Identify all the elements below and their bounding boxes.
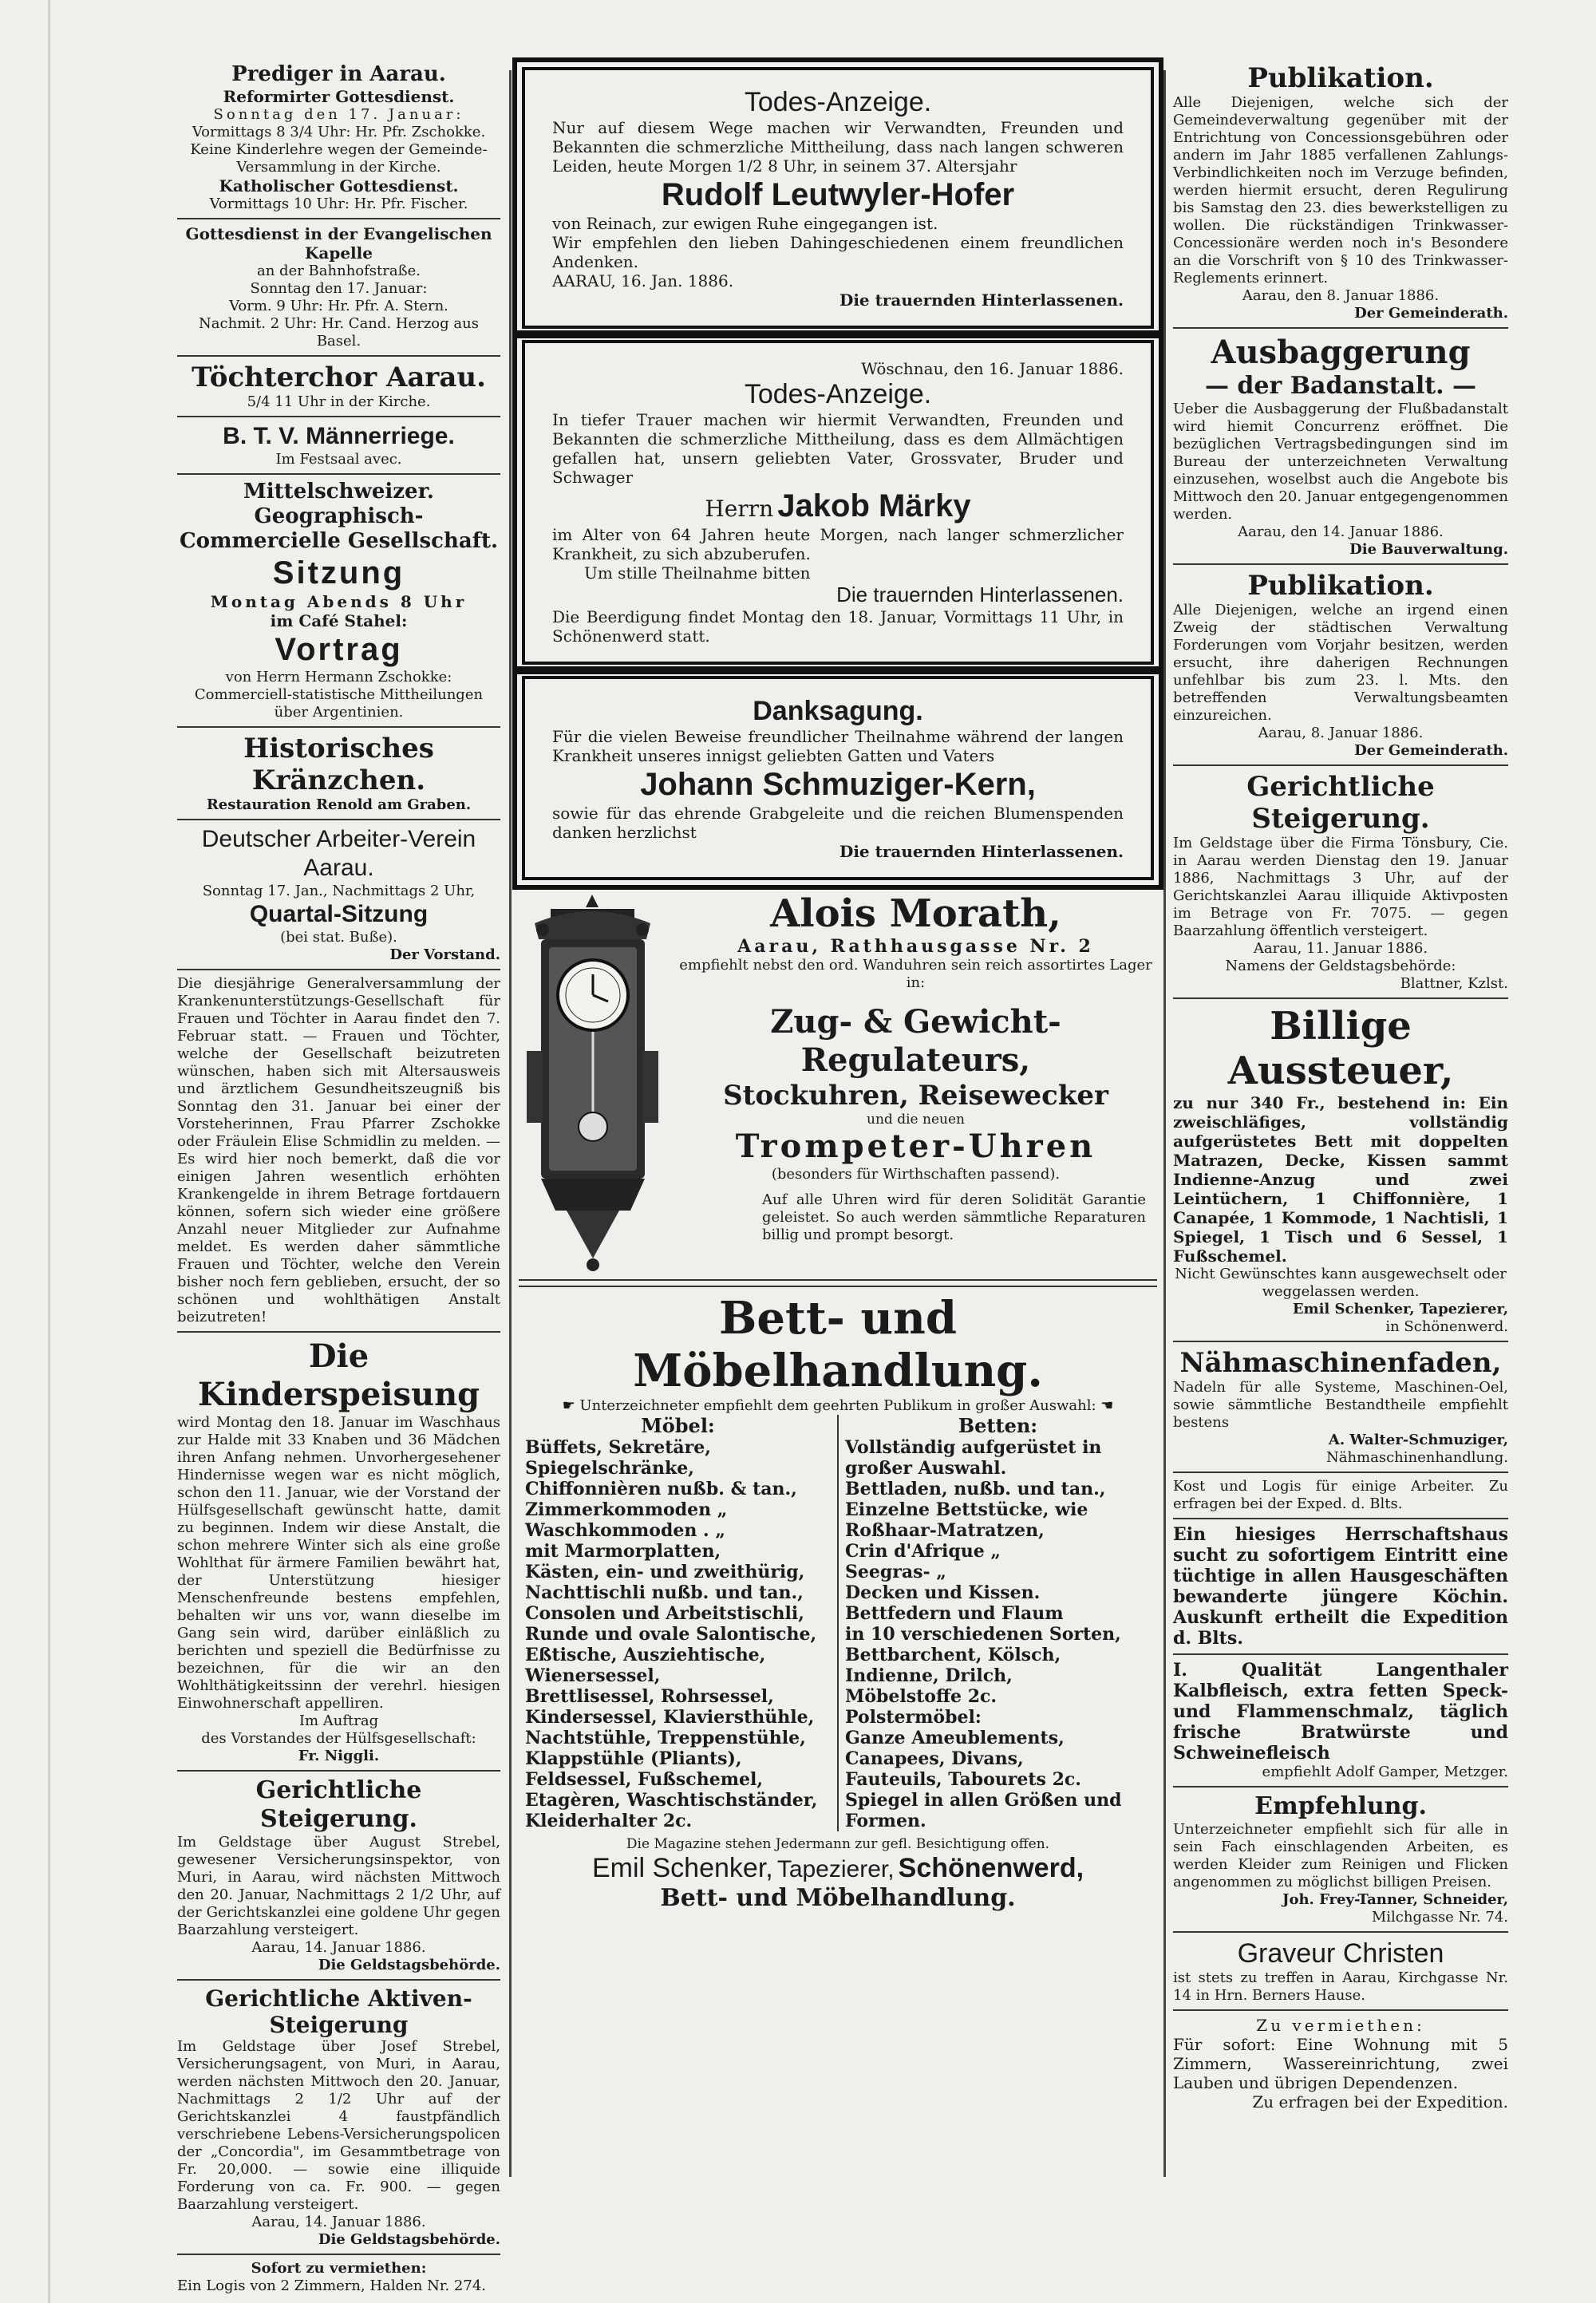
danksagung-schmuziger: [522, 676, 1154, 880]
prediger-catholic: Katholischer Gottesdienst.: [219, 176, 459, 196]
dank-text2: sowie für das ehrende Grabgeleite und die reichen Blumenspenden danken herzlichst: [552, 804, 1124, 842]
verm-text: Für sofort: Eine Wohnung mit 5 Zimmern, Wassereinrichtung, zwei Lauben und übrigen Dependenzen.: [1173, 2035, 1508, 2092]
ad-geographisch: [177, 480, 500, 728]
toechter-line: 5/4 11 Uhr in der Kirche.: [247, 393, 431, 410]
ad-ausbaggerung: [1173, 334, 1508, 565]
betten-list: [839, 1415, 1157, 1831]
tod1-text2: Wir empfehlen den lieben Dahingeschiedenen einem freundlichen Andenken.: [552, 233, 1124, 271]
prediger-line: Vormittags 10 Uhr: Hr. Pfr. Fischer.: [209, 196, 468, 212]
wall-clock-illustration: [519, 891, 666, 1274]
dank-text: Für die vielen Beweise freundlicher Theilnahme während der langen Krankheit unseres innigst geliebten Gatten und Vaters: [552, 727, 1124, 765]
ausb-sub: — der Badanstalt. —: [1204, 372, 1477, 400]
ad-evangelisch: [177, 224, 500, 357]
aus-signature: in Schönenwerd.: [1385, 1318, 1508, 1335]
pub1-date: Aarau, den 8. Januar 1886.: [1242, 287, 1440, 304]
logis-title: Sofort zu vermiethen:: [251, 2260, 427, 2277]
ad-logis: [177, 2260, 500, 2300]
list-item: Ganze Ameublements,: [845, 1728, 1065, 1748]
grav-title: Graveur Christen: [1237, 1938, 1444, 1969]
empf-signature: Milchgasse Nr. 74.: [1371, 1909, 1508, 1926]
list-item: Canapees, Divans,: [845, 1748, 1024, 1769]
pub2-signature: Der Gemeinderath.: [1354, 742, 1508, 759]
morath-trompeter: Trompeter-Uhren: [735, 1128, 1096, 1165]
bett-title: Bett- und Möbelhandlung.: [633, 1292, 1043, 1397]
btv-line: Im Festsaal avec.: [275, 451, 402, 468]
pub2-text: Alle Diejenigen, welche an irgend einen Zweig der städtischen Verwaltung Forderungen vom Vorjahr besitzen, werden ersucht, ihre daherigen Rechnungen unfehlbar bis zum 23. l. Mts. den betreffenden Verwaltungsbeamten einzureichen.: [1173, 602, 1508, 724]
tod2-bitte: Um stille Theilnahme bitten: [584, 563, 811, 583]
ad-kost-logis: [1173, 1478, 1508, 1519]
betten-items: [845, 1437, 1151, 1831]
geo-line: Commerciell-statistische Mittheilungen über Argentinien.: [194, 686, 484, 721]
dav-signature: Der Vorstand.: [389, 946, 500, 963]
page-fold-shadow: [48, 0, 50, 2303]
hist-line: Restauration Renold am Graben.: [206, 796, 472, 813]
kalb-signature: empfiehlt Adolf Gamper, Metzger.: [1262, 1764, 1508, 1780]
akt-date: Aarau, 14. Januar 1886.: [251, 2214, 426, 2230]
ad-empfehlung: [1173, 1792, 1508, 1933]
tod2-text: In tiefer Trauer machen wir hiermit Verwandten, Freunden und Bekannten die schmerzliche Mittheilung, dass es dem Allmächtigen gefallen hat, unsern geliebten Vater, Grossvater, Bruder und Schwager: [552, 410, 1124, 487]
prediger-line: Vormittags 8 3/4 Uhr: Hr. Pfr. Zschokke.: [192, 124, 486, 140]
empf-text: Unterzeichneter empfiehlt sich für alle in sein Fach einschlagenden Arbeiten, es werden Kleider zum Reinigen und Flicken angenommen zu möglichst billigen Preisen.: [1173, 1821, 1508, 1890]
ad-herrschaftshaus: [1173, 1524, 1508, 1655]
pub1-signature: Der Gemeinderath.: [1354, 305, 1508, 322]
list-item: Spiegelschränke,: [525, 1458, 694, 1479]
naeh-text: Nadeln für alle Systeme, Maschinen-Oel, sowie sämmtliche Bestandtheile empfiehlt bestens: [1173, 1379, 1508, 1431]
left-column: [177, 62, 500, 2294]
empf-title: Empfehlung.: [1254, 1792, 1427, 1820]
list-item: Wienersessel,: [525, 1665, 661, 1686]
list-item: Brettlisessel, Rohrsessel,: [525, 1686, 774, 1707]
morath-name: Alois Morath,: [770, 891, 1061, 936]
aus-signature: Emil Schenker, Tapezierer,: [1292, 1301, 1508, 1317]
prediger-line: Sonntag den 17. Januar:: [213, 106, 464, 123]
evang-title: Gottesdienst in der Evangelischen Kapelle: [185, 224, 492, 263]
tod2-name: Jakob Märky: [777, 488, 971, 523]
column-rule-right: [1163, 70, 1166, 2177]
list-item: Indienne, Drilch,: [845, 1665, 1013, 1686]
bett-intro: ☛ Unterzeichneter empfiehlt dem geehrten Publikum in großer Auswahl: ☚: [562, 1397, 1114, 1414]
ger-signature: Namens der Geldstagsbehörde:: [1225, 958, 1456, 974]
ad-historisch: [177, 733, 500, 820]
ausb-signature: Die Bauverwaltung.: [1349, 541, 1508, 558]
ad-naehmaschinen: [1173, 1347, 1508, 1473]
dank-signature: Die trauernden Hinterlassenen.: [839, 842, 1124, 861]
morath-regulateurs: Zug- & Gewicht-Regulateurs,: [770, 1003, 1061, 1079]
kinder-signature: Im Auftrag: [298, 1712, 379, 1729]
prediger-title: Prediger in Aarau.: [231, 62, 446, 86]
right-column: [1173, 62, 1508, 2201]
list-item: Klappstühle (Pliants),: [525, 1748, 742, 1769]
evang-line: Nachmit. 2 Uhr: Hr. Cand. Herzog aus Basel.: [199, 315, 479, 350]
list-item: Seegras- „: [845, 1562, 946, 1582]
ad-steigerung-1: [177, 1776, 500, 1981]
pub1-text: Alle Diejenigen, welche sich der Gemeindeverwaltung gegenüber mit der Entrichtung von Concessionsgebühren oder andern im Jahr 1885 verfallenen Zahlungs-Verbindlichkeiten noch im Verzuge befinden, werden hiermit ersucht, deren Regulirung bis Samstag den 23. dies bewerkstelligen zu wollen. Die rückständigen Trinkwasser-Concessionäre werden noch in's Besondere an die Vorschrift von § 10 des Trinkwasser-Reglements erinnert.: [1173, 94, 1508, 286]
kinder-text: wird Montag den 18. Januar im Waschhaus zur Halde mit 33 Knaben und 36 Mädchen ihren Anfang nehmen. Unvorhergesehener Hindernisse wegen war es nicht möglich, schon den 11. Januar, wie der Vorstand der Hülfsgesellschaft gewünscht hatte, damit zu beginnen. Indem wir diese Anstalt, die schon mehrere Winter sich als eine große Wohlthat für ärmere Familien bewährt hat, der Unterstützung hiesiger Menschenfreunde bestens empfehlen, behalten wir uns vor, wann dieselbe im Gang sein wird, darüber einläßlich zu berichten und speziell die Bedürfnisse zu bezeichnen, für die wir an den Wohlthätigkeitssinn der verehrl. hiesigen Einwohnerschaft appelliren.: [177, 1414, 500, 1712]
ger-text: Im Geldstage über die Firma Tönsbury, Cie. in Aarau werden Dienstag den 19. Januar 1886, Nachmittags 3 Uhr, auf der Gerichtskanzlei Aarau illiquide Aktivposten im Betrage von Fr. 7075. — gegen Baarzahlung öffentlich versteigert.: [1173, 835, 1508, 939]
logis-text: Ein Logis von 2 Zimmern, Halden Nr. 274.: [177, 2277, 486, 2294]
column-rule-left: [509, 70, 512, 2177]
list-item: Consolen und Arbeitstischli,: [525, 1603, 804, 1624]
geo-title: Mittelschweizer. Geographisch-Commercielle Gesellschaft.: [179, 480, 499, 553]
tod2-place: Wöschnau, den 16. Januar 1886.: [861, 359, 1124, 378]
ad-publikation-2: [1173, 570, 1508, 766]
btv-title: B. T. V. Männerriege.: [223, 423, 455, 449]
list-item: Büffets, Sekretäre,: [525, 1437, 711, 1458]
dav-sitzung: Quartal-Sitzung: [249, 901, 429, 927]
ad-aktiven-steigerung: [177, 1985, 500, 2255]
ger-date: Aarau, 11. Januar 1886.: [1253, 940, 1428, 957]
toechter-title: Töchterchor Aarau.: [192, 361, 486, 393]
list-item: Nachtstühle, Treppenstühle,: [525, 1728, 806, 1748]
morath-paren: (besonders für Wirthschaften passend).: [771, 1166, 1061, 1183]
morath-text: Auf alle Uhren wird für deren Solidität Garantie geleistet. So auch werden sämmtliche Reparaturen billig und prompt besorgt.: [762, 1191, 1146, 1243]
ad-kinderspeisung: [177, 1337, 500, 1772]
tod1-title: Todes-Anzeige.: [744, 87, 932, 117]
verm-title: Zu vermiethen:: [1256, 2016, 1425, 2035]
aus-text: zu nur 340 Fr., bestehend in: Ein zweischläfiges, vollständig aufgerüstetes Bett mit doppelten Matrazen, Decke, Kissen sammt Indienne-Anzug und zwei Leintüchern, 1 Chiffonnière, 1 Canapée, 1 Kommode, 1 Nachtisli, 1 Spiegel, 1 Tisch und 6 Sessel, 1 Fußschemel.: [1173, 1093, 1508, 1266]
kinder-title: Die Kinderspeisung: [197, 1337, 480, 1413]
todesanzeige-leutwyler: [522, 67, 1154, 329]
akt-text: Im Geldstage über Josef Strebel, Versicherungsagent, von Muri, in Aarau, werden nächsten Mittwoch den 20. Januar, Nachmittags 2 1/2 Uhr auf der Gerichtskanzlei 4 faustpfändlich verschriebene Lebens-Versicherungspolicen der „Concordia", im Gesammtbetrage von Fr. 20,000. — sowie eine illiquide Forderung von ca. Fr. 900. — gegen Baarzahlung versteigert.: [177, 2038, 500, 2213]
morath-und: und die neuen: [867, 1112, 965, 1128]
list-item: Roßhaar-Matratzen,: [845, 1520, 1045, 1541]
ad-arbeiterverein: [177, 825, 500, 970]
herr-text: Ein hiesiges Herrschaftshaus sucht zu sofortigem Eintritt eine tüchtige in allen Hausgeschäften bewanderte jüngere Köchin. Auskunft ertheilt die Expedition d. Blts.: [1173, 1524, 1508, 1649]
ad-toechterchor: [177, 361, 500, 417]
akt-signature: Die Geldstagsbehörde.: [318, 2231, 500, 2248]
kinder-signature: des Vorstandes der Hülfsgesellschaft:: [201, 1730, 476, 1747]
kinder-signature: Fr. Niggli.: [298, 1748, 380, 1764]
ger1-text: Im Geldstage über August Strebel, gewesener Versicherungsinspektor, von Muri, in Aarau, wird nächsten Mittwoch den 20. Januar, Nachmittags 2 1/2 Uhr, auf der Gerichtskanzlei eine goldene Uhr gegen Baarzahlung versteigert.: [177, 1834, 500, 1938]
list-item: Fauteuils, Tabourets 2c.: [845, 1769, 1081, 1790]
aus-title: Billige Aussteuer,: [1227, 1004, 1454, 1093]
ausb-date: Aarau, den 14. Januar 1886.: [1238, 523, 1444, 540]
ad-graveur: [1173, 1938, 1508, 2011]
ausb-title: Ausbaggerung: [1211, 334, 1471, 371]
list-item: Decken und Kissen.: [845, 1582, 1041, 1603]
list-item: Bettfedern und Flaum: [845, 1603, 1064, 1624]
ad-kalbfleisch: [1173, 1660, 1508, 1787]
list-item: Etagèren, Waschtischständer,: [525, 1790, 818, 1811]
geo-where: im Café Stahel:: [270, 611, 408, 630]
list-item: Kästen, ein- und zweithürig,: [525, 1562, 805, 1582]
bett-two-columns: [519, 1415, 1157, 1831]
prediger-reformed: Reformirter Gottesdienst.: [223, 87, 455, 106]
geo-line: von Herrn Hermann Zschokke:: [225, 669, 452, 685]
list-item: Waschkommoden . „: [525, 1520, 725, 1541]
tod2-text3: Die Beerdigung findet Montag den 18. Januar, Vormittags 11 Uhr, in Schönenwerd statt.: [552, 607, 1124, 646]
list-item: Möbelstoffe 2c.: [845, 1686, 998, 1707]
grav-text: ist stets zu treffen in Aarau, Kirchgasse Nr. 14 in Hrn. Berners Hause.: [1173, 1969, 1508, 2004]
list-item: mit Marmorplatten,: [525, 1541, 721, 1562]
list-item: Kleiderhalter 2c.: [525, 1811, 693, 1831]
moebel-head: Möbel:: [641, 1414, 715, 1437]
akt-title: Gerichtliche Aktiven-Steigerung: [205, 1985, 472, 2038]
kranken-text: Die diesjährige Generalversammlung der Krankenunterstützungs-Gesellschaft für Frauen und Töchter in Aarau findet den 7. Februar statt. — Frauen und Töchter, welche der Gesellschaft beizutreten wünschen, haben sich mit Altersausweis und ärztlichem Gesundheitszeugniß bis Sonntag den 31. Januar bei einer der Vorsteherinnen, Frau Pfarrer Zschokke oder Fräulein Elise Schmidlin zu melden. — Es wird hier noch bemerkt, daß die vor einigen Jahren wesentlich erhöhten Krankengelde in ihrem Betrage fortdauern können, sofern sich wieder eine größere Anzahl neuer Mitglieder zur Aufnahme meldet. Es werden daher sämmtliche Frauen und Töchter, welche den Verein bisher noch fern geblieben, ersucht, der so schönen und wohlthätigen Anstalt beizutreten!: [177, 975, 500, 1325]
ger1-title: Gerichtliche Steigerung.: [255, 1776, 422, 1833]
ger-signature: Blattner, Kzlst.: [1400, 975, 1508, 992]
tod1-signature: Die trauernden Hinterlassenen.: [839, 290, 1124, 310]
tod2-text2: im Alter von 64 Jahren heute Morgen, nach langer schmerzlicher Krankheit, zu sich abzuberufen.: [552, 525, 1124, 563]
geo-vortrag: Vortrag: [275, 632, 403, 667]
tod1-name: Rudolf Leutwyler-Hofer: [661, 177, 1015, 212]
ausb-text: Ueber die Ausbaggerung der Flußbadanstalt wird hiemit Concurrenz eröffnet. Die bezüglichen Vertragsbedingungen sind im Bureau der unterzeichneten Verwaltung einzusehen, woselbst auch die Angebote bis Mittwoch den 20. Januar entgegengenommen werden.: [1173, 401, 1508, 523]
prediger-line: Keine Kinderlehre wegen der Gemeinde-Versammlung in der Kirche.: [190, 141, 488, 176]
dav-line: (bei stat. Buße).: [280, 929, 397, 946]
list-item: Vollständig aufgerüstet in großer Auswahl.: [845, 1437, 1102, 1479]
evang-line: Sonntag den 17. Januar:: [250, 280, 428, 297]
ad-morath: [519, 891, 1157, 1281]
ad-bett-moebel: [519, 1286, 1157, 1918]
dank-title: Danksagung.: [753, 696, 923, 726]
dav-line: Sonntag 17. Jan., Nachmittags 2 Uhr,: [202, 883, 476, 899]
bett-sig-name: Emil Schenker,: [591, 1853, 773, 1883]
list-item: Zimmerkommoden „: [525, 1499, 728, 1520]
pub2-title: Publikation.: [1247, 570, 1434, 602]
morath-address: Aarau, Rathhausgasse Nr. 2: [737, 936, 1094, 957]
morath-stockuhren: Stockuhren, Reisewecker: [723, 1080, 1108, 1112]
list-item: Einzelne Bettstücke, wie: [845, 1499, 1088, 1520]
tod2-signature: Die trauernden Hinterlassenen.: [836, 583, 1124, 606]
tod2-herrn: Herrn: [705, 496, 774, 522]
tod1-from: von Reinach, zur ewigen Ruhe eingegangen ist.: [552, 214, 938, 233]
morath-line: empfiehlt nebst den ord. Wanduhren sein reich assortirtes Lager in:: [679, 957, 1152, 991]
geo-when: Montag Abends 8 Uhr: [210, 592, 468, 611]
ger1-signature: Die Geldstagsbehörde.: [318, 1957, 500, 1973]
ger1-date: Aarau, 14. Januar 1886.: [251, 1939, 426, 1956]
pub2-date: Aarau, 8. Januar 1886.: [1258, 725, 1424, 741]
pub1-title: Publikation.: [1247, 62, 1434, 94]
ad-prediger: [177, 62, 500, 219]
ad-steigerung-2: [1173, 771, 1508, 999]
tod1-text: Nur auf diesem Wege machen wir Verwandten, Freunden und Bekannten die schmerzliche Mittheilung, dass nach langen schweren Leiden, heute Morgen 1/2 8 Uhr, in seinem 37. Altersjahr: [552, 118, 1124, 176]
geo-sitzung: Sitzung: [272, 555, 405, 591]
empf-signature: Joh. Frey-Tanner, Schneider,: [1282, 1891, 1508, 1908]
list-item: Nachttischli nußb. und tan.,: [525, 1582, 804, 1603]
betten-head: Betten:: [958, 1414, 1038, 1437]
list-item: Runde und ovale Salontische,: [525, 1624, 817, 1645]
tod2-name-line: [552, 487, 1124, 525]
list-item: Kindersessel, Klaviersthühle,: [525, 1707, 815, 1728]
moebel-items: [525, 1437, 831, 1831]
ad-btv: [177, 422, 500, 475]
list-item: Eßtische, Ausziehtische,: [525, 1645, 766, 1665]
verm-signature: Zu erfragen bei der Expedition.: [1252, 2092, 1508, 2111]
list-item: Crin d'Afrique „: [845, 1541, 1001, 1562]
ad-krankenverein: [177, 975, 500, 1333]
todesanzeige-maerky: [522, 340, 1154, 665]
dav-title: Deutscher Arbeiter-Verein Aarau.: [201, 826, 476, 881]
bett-open: Die Magazine stehen Jedermann zur gefl. Besichtigung offen.: [626, 1836, 1050, 1852]
evang-line: Vorm. 9 Uhr: Hr. Pfr. A. Stern.: [229, 298, 448, 314]
bett-sig-business: Bett- und Möbelhandlung.: [660, 1884, 1016, 1912]
bett-sig-place: Schönenwerd,: [898, 1853, 1084, 1883]
morath-text-block: [666, 891, 1157, 1244]
tod2-title: Todes-Anzeige.: [744, 379, 932, 409]
kost-text: Kost und Logis für einige Arbeiter. Zu erfragen bei der Exped. d. Blts.: [1173, 1478, 1508, 1512]
evang-line: an der Bahnhofstraße.: [257, 263, 421, 279]
list-item: Spiegel in allen Größen und Formen.: [845, 1790, 1122, 1831]
kalb-text: I. Qualität Langenthaler Kalbfleisch, extra fetten Speck- und Flammenschmalz, täglich frische Bratwürste und Schweinefleisch: [1173, 1660, 1508, 1764]
naeh-signature: A. Walter-Schmuziger,: [1328, 1432, 1508, 1448]
tod1-date: AARAU, 16. Jan. 1886.: [552, 271, 734, 290]
naeh-signature: Nähmaschinenhandlung.: [1325, 1449, 1508, 1466]
list-item: Chiffonnièren nußb. & tan.,: [525, 1479, 797, 1499]
list-item: Polstermöbel:: [845, 1707, 982, 1728]
bett-signature-line: [519, 1852, 1157, 1884]
middle-column: [519, 62, 1157, 2201]
list-item: in 10 verschiedenen Sorten,: [845, 1624, 1121, 1645]
hist-title: Historisches Kränzchen.: [243, 733, 434, 796]
ad-aussteuer: [1173, 1004, 1508, 1342]
dank-name: Johann Schmuziger-Kern,: [640, 767, 1036, 802]
list-item: Feldsessel, Fußschemel,: [525, 1769, 763, 1790]
aus-text2: Nicht Gewünschtes kann ausgewechselt oder weggelassen werden.: [1175, 1266, 1507, 1300]
ger-title: Gerichtliche Steigerung.: [1246, 771, 1435, 835]
ad-vermiethen: [1173, 2016, 1508, 2116]
ad-publikation-1: [1173, 62, 1508, 329]
bett-sig-trade: Tapezierer,: [776, 1856, 895, 1882]
list-item: Bettladen, nußb. und tan.,: [845, 1479, 1106, 1499]
moebel-list: [519, 1415, 839, 1831]
naeh-title: Nähmaschinenfaden,: [1179, 1347, 1502, 1379]
list-item: Bettbarchent, Kölsch,: [845, 1645, 1061, 1665]
